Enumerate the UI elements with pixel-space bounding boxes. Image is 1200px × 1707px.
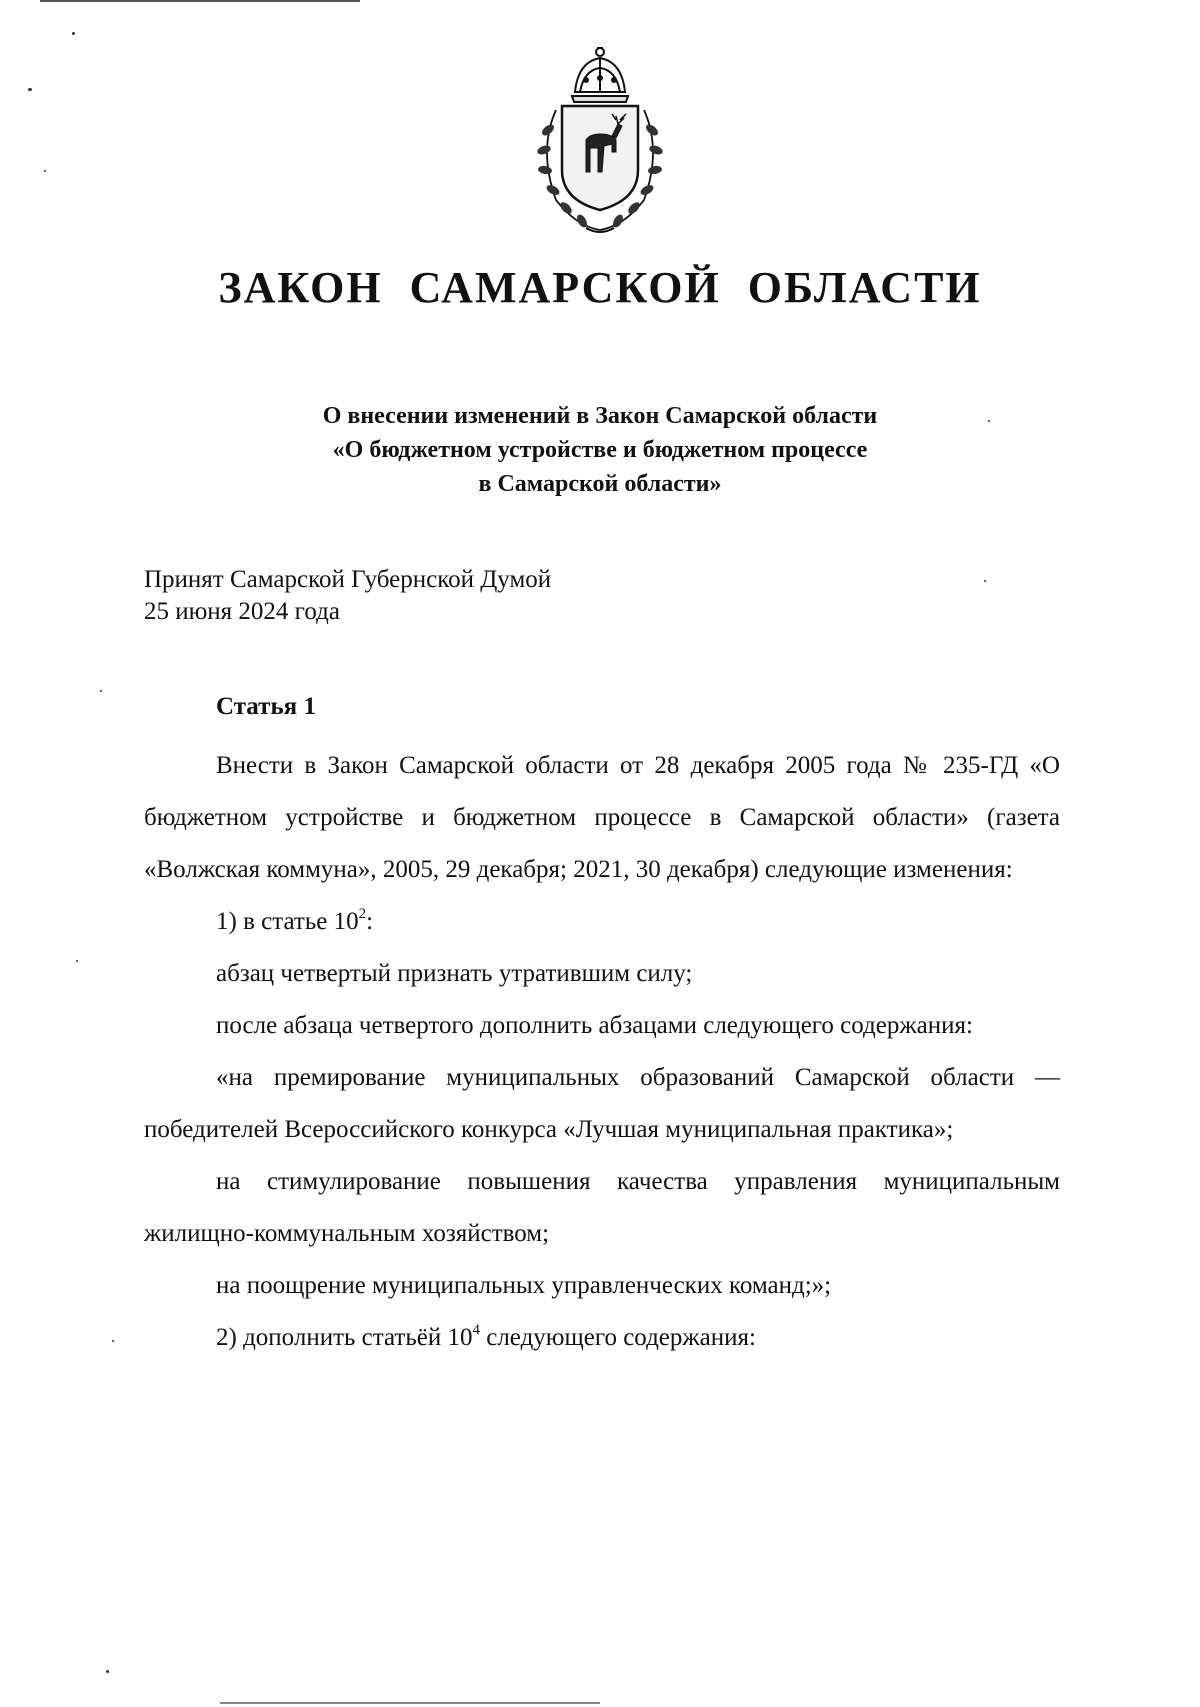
- top-scan-edge: [40, 0, 360, 2]
- item-text: 2) дополнить статьёй 10: [216, 1324, 473, 1351]
- scan-speck: [112, 1340, 114, 1342]
- amendment-item-1: [144, 896, 1060, 948]
- law-subtitle: [0, 399, 1200, 501]
- amendment-item-2: [144, 1312, 1060, 1364]
- adoption-info: [144, 564, 551, 628]
- item-superscript: 4: [472, 1322, 480, 1338]
- item-text: 1) в статье 10: [216, 908, 359, 935]
- scan-speck: [44, 170, 46, 172]
- paragraph-addition: после абзаца четвертого дополнить абзацами следующего содержания:: [216, 1012, 973, 1039]
- scan-speck: [76, 960, 78, 962]
- subtitle-line: «О бюджетном устройстве и бюджетном процессе: [332, 437, 868, 463]
- bottom-scan-edge: [220, 1702, 600, 1704]
- quoted-paragraph-1: «на премирование муниципальных образований Самарской области — победителей Всероссийского конкурса «Лучшая муниципальная практика»;: [144, 1064, 1060, 1143]
- scan-speck: [100, 690, 102, 692]
- law-title: ЗАКОН САМАРСКОЙ ОБЛАСТИ: [218, 263, 982, 312]
- article-intro: Внести в Закон Самарской области от 28 декабря 2005 года № 235-ГД «О бюджетном устройстве и бюджетном процессе в Самарской области» (газета «Волжская коммуна», 2005, 29 декабря; 2021, 30 декабря) следующие изменения:: [144, 752, 1060, 883]
- scan-speck: [28, 88, 32, 91]
- adoption-date: 25 июня 2024 года: [144, 598, 340, 625]
- subtitle-line: в Самарской области»: [478, 471, 722, 497]
- subtitle-line: О внесении изменений в Закон Самарской области: [322, 403, 878, 429]
- article-heading: Статья 1: [216, 693, 316, 720]
- article-body: [144, 740, 1060, 1364]
- scan-speck: [106, 1670, 109, 1673]
- samara-region-coat-of-arms-icon: [520, 40, 680, 240]
- scan-speck: [72, 32, 75, 35]
- paragraph-repeal: абзац четвертый признать утратившим силу;: [216, 960, 693, 987]
- scan-speck: [984, 580, 986, 582]
- quoted-paragraph-2: на стимулирование повышения качества управления муниципальным жилищно-коммунальным хозяйством;: [144, 1168, 1060, 1247]
- item-superscript: 2: [358, 906, 367, 922]
- quoted-paragraph-3: на поощрение муниципальных управленческих команд;»;: [216, 1272, 832, 1299]
- adoption-body: Принят Самарской Губернской Думой: [144, 566, 552, 593]
- item-text-suffix: :: [366, 908, 374, 935]
- item-text-suffix: следующего содержания:: [479, 1324, 756, 1351]
- scan-speck: [988, 420, 990, 422]
